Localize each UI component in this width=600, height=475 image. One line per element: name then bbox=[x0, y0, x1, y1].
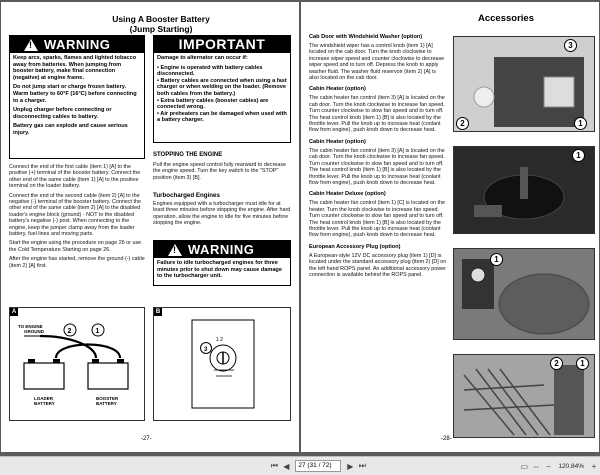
turbo-heading: Turbocharged Engines bbox=[153, 192, 220, 199]
warning-triangle-icon bbox=[168, 244, 182, 256]
important-item: • Air preheaters can be damaged when used with a battery charger. bbox=[157, 110, 287, 124]
section-text: The cabin heater fan control (item 3) [A] is located on the cab door. Turn the knob clockwise to increase fan speed. Turn counter clockwise to slow fan speed and to turn off. The heat control knob (item 1) [B] is also located by the throttle lever. Pull the knob up to increase heat (coolant flow from engine), push knob down to decrease heat. bbox=[309, 95, 445, 134]
warning-box-battery bbox=[9, 35, 145, 159]
right-page-title: Accessories bbox=[478, 13, 534, 24]
callout-3: 3 bbox=[204, 347, 208, 353]
warning-body bbox=[10, 53, 144, 142]
important-item: • Battery cables are connected when using a fast charger or when welding on the loader. (Remove both cables from the battery.) bbox=[157, 77, 287, 97]
warning-paragraph: Unplug charger before connecting or disconnecting cables to battery. bbox=[13, 107, 112, 120]
instruction-paragraph: Start the engine using the procedure on page 26 or use the Cold Temperature Starting on page 26. bbox=[9, 240, 142, 253]
left-page bbox=[1, 2, 299, 452]
instruction-paragraph: After the engine has started, remove the ground (-) cable (item 2) [A] first. bbox=[9, 256, 145, 269]
callout-1: 1 bbox=[574, 117, 587, 130]
important-item: • Extra battery cables (booster cables) are connected wrong. bbox=[157, 97, 269, 111]
callout-1: 1 bbox=[576, 357, 589, 370]
loader-battery-label-1: LOADER bbox=[34, 396, 53, 401]
section-heading: Cabin Heater (option) bbox=[309, 86, 366, 93]
warning-header: ! WARNING bbox=[10, 36, 144, 53]
loader-battery-label-2: BATTERY bbox=[34, 401, 55, 406]
section-text: The windshield wiper has a control knob (item 1) [A] located on the cab door. Turn the knob clockwise to increase wiper speed and counter clockwise to decrease wiper speed and to turn off. Depress the knob to apply washer fluid. The washer fluid reservoir (item 2) [A] is also located on the cab door. bbox=[309, 43, 445, 82]
figure-letter: A bbox=[11, 309, 17, 315]
section-heading: European Accessory Plug (option) bbox=[309, 243, 401, 250]
callout-3: 3 bbox=[564, 39, 577, 52]
instruction-paragraph: Connect the end of the first cable (item 1) [A] to the positive (+) terminal of the booster battery. Connect the other end of the same cable (item 1) [A] to the positive terminal on the loader battery. bbox=[9, 164, 141, 190]
figure-b-key-switch bbox=[153, 307, 291, 421]
warning-paragraph: Do not jump start or charge frozen battery. Warm battery to 60°F (16°C) before connecting to a charger. bbox=[13, 84, 137, 104]
callout-1: 1 bbox=[95, 328, 100, 335]
page-number: -28- bbox=[441, 436, 452, 442]
first-page-icon[interactable]: ⏮ bbox=[270, 461, 278, 470]
photo-a-cab-door bbox=[453, 36, 595, 132]
left-page-title: Using A Booster Battery (Jump Starting) bbox=[112, 14, 210, 34]
key-switch-drawing bbox=[154, 308, 290, 420]
section-text: A European-style 12V DC accessory plug (item 1) [D] is located under the standard accessory plug (item 2) [D] on the left hand ROPS panel. An additional accessory power connection is available behind the ROPS panel. bbox=[309, 252, 447, 278]
key-positions-label: 1 2 bbox=[216, 337, 223, 343]
page-number: -27- bbox=[141, 436, 152, 442]
stopping-heading: STOPPING THE ENGINE bbox=[153, 152, 223, 158]
warning-box-turbo bbox=[153, 240, 291, 286]
important-box bbox=[153, 35, 291, 143]
right-page bbox=[301, 2, 599, 452]
figure-letter: B bbox=[155, 309, 161, 315]
callout-2: 2 bbox=[67, 328, 72, 335]
instruction-paragraph: Connect the end of the second cable (item 2) [A] to the negative (-) terminal of the booster battery. Connect the other end of the same cable (item 2) [A] to the disabled loader's engine block (ground) - NOT to the disabled battery's negative (-) post. When connecting to the engine, keep the jumper clamp away from the loader battery, fuel lines and moving parts. bbox=[9, 192, 142, 238]
warning-paragraph: Battery gas can explode and cause serious injury. bbox=[13, 123, 128, 136]
callout-1: 1 bbox=[490, 253, 503, 266]
zoom-in-icon[interactable]: + bbox=[591, 461, 597, 471]
important-header: IMPORTANT bbox=[154, 36, 290, 53]
to-engine-label: TO ENGINE bbox=[18, 324, 43, 329]
turbo-text: Engines equipped with a turbocharger must idle for at least three minutes before stopping the engine. After hard operation, allow the engine to idle for five minutes before stopping the engine. bbox=[153, 201, 291, 227]
section-heading: Cabin Heater Deluxe (option) bbox=[309, 191, 386, 198]
warning-body: Failure to idle turbocharged engines for three minutes prior to shut down may cause damage to the turbocharger unit. bbox=[157, 260, 282, 280]
last-page-icon[interactable]: ⏭ bbox=[358, 461, 366, 470]
accessories-text bbox=[309, 34, 447, 278]
warning-paragraph: Keep arcs, sparks, flames and lighted tobacco away from batteries. When jumping from booster battery, make final connection (negative) at engine frame. bbox=[13, 55, 137, 81]
zoom-level[interactable]: 120.84% bbox=[558, 462, 584, 470]
important-item: • Engine is operated with battery cables disconnected. bbox=[157, 64, 263, 78]
accessory-plug-photo bbox=[454, 355, 594, 437]
fit-width-icon[interactable]: ⇔ bbox=[532, 461, 541, 471]
jump-start-instructions bbox=[9, 164, 145, 272]
next-page-icon[interactable]: ▶ bbox=[347, 461, 354, 471]
warning-triangle-icon bbox=[24, 39, 38, 51]
photo-d-accessory-plug bbox=[453, 354, 595, 438]
jumper-cable-diagram bbox=[10, 308, 144, 420]
callout-2: 2 bbox=[456, 117, 469, 130]
section-text: The cabin heater fan control (item 3) [A] is located on the cab door. Turn the knob clockwise to increase fan speed. Turn counter clockwise to slow fan speed and to turn off. The heat control knob (item 1) [B] is also located by the throttle lever. Pull the knob up to increase heat (coolant flow from engine), push knob down to decrease heat. bbox=[309, 147, 445, 186]
warning-header: ! WARNING bbox=[154, 241, 290, 258]
prev-page-icon[interactable]: ◀ bbox=[283, 461, 290, 471]
stopping-text: Pull the engine speed control fully rearward to decrease the engine speed. Turn the key switch to the "STOP" position (item 3) [B]. bbox=[153, 162, 287, 181]
fit-page-icon[interactable]: ▭ bbox=[520, 461, 529, 471]
photo-b-heat-control bbox=[453, 146, 595, 234]
callout-2: 2 bbox=[550, 357, 563, 370]
callout-1: 1 bbox=[572, 149, 585, 162]
zoom-out-icon[interactable]: − bbox=[545, 461, 551, 471]
heater-photo bbox=[454, 249, 594, 339]
section-heading: Cab Door with Windshield Washer (option) bbox=[309, 34, 423, 40]
figure-a-jumper-diagram bbox=[9, 307, 145, 421]
ground-label: GROUND bbox=[24, 329, 44, 334]
important-body: Damage to alternator can occur if: • Engine is operated with battery cables disconnected. • Battery cables are connected when using a fast charger or when welding on the loader. (Remove both cables from the battery.) • Extra battery cables (booster cables) are connected wrong. • Air preheaters can be damaged when used with a battery charger. bbox=[157, 55, 287, 124]
booster-battery-label-2: BATTERY bbox=[96, 401, 117, 406]
pdf-toolbar bbox=[0, 456, 600, 475]
booster-battery-label-1: BOOSTER bbox=[96, 396, 119, 401]
photo-c-heater bbox=[453, 248, 595, 340]
page-number-input[interactable]: 27 (31 / 72) bbox=[295, 460, 341, 472]
section-heading: Cabin Heater (option) bbox=[309, 138, 366, 145]
section-text: The cabin heater fan control (item 1) [C] is located on the heater. Turn the knob clockwise to increase fan speed. Turn counter clockwise to slow fan speed and to turn off. The heat control knob (item 1) [B] is also located by the throttle lever. Pull the knob up to increase heat (coolant flow from engine), push knob down to decrease heat. bbox=[309, 200, 446, 239]
